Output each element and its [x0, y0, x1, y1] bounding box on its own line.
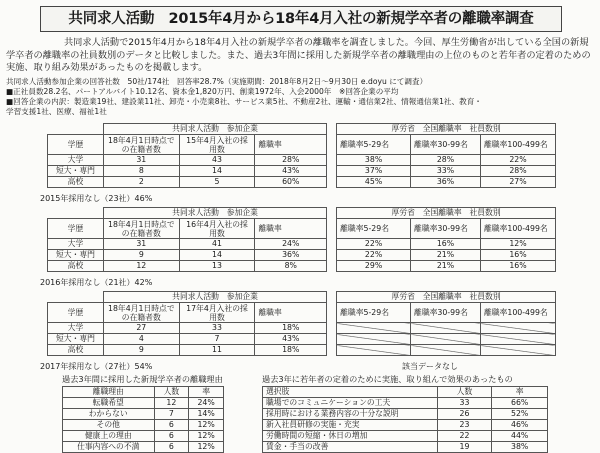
empty-cell: [411, 345, 481, 356]
table-row: 健康上の理由 6 12%: [63, 431, 224, 442]
empty-cell: [411, 323, 481, 334]
table-row: 大学 31 43 28% 38% 28% 22%: [48, 155, 556, 166]
table-2015: [47, 123, 556, 188]
mhlw-header: 厚労省 全国離職率 社員数別: [337, 124, 556, 135]
no-data-note: 該当データなし: [402, 362, 458, 371]
page-title: 共同求人活動 2015年4月から18年4月入社の新規学卒者の離職率調査: [40, 6, 562, 32]
table-row: 大学 31 41 24% 22% 16% 12%: [48, 239, 556, 250]
col-s3: 離職率100-499名: [480, 135, 555, 155]
table-row: 高校 12 13 8% 29% 21% 16%: [48, 261, 556, 272]
table-2016: [47, 207, 556, 272]
table-row: わからない 7 14%: [63, 409, 224, 420]
col-hired: 17年4月入社の採用数: [179, 303, 255, 323]
table-row: 短大・専門 8 14 43% 37% 33% 28%: [48, 166, 556, 177]
empty-cell: [411, 334, 481, 345]
col-s3: 離職率100-499名: [480, 219, 555, 239]
empty-cell: [480, 323, 555, 334]
table-row: 賃金・手当の改善 19 38%: [263, 442, 548, 453]
col-hired: 16年4月入社の採用数: [179, 219, 255, 239]
table-row: 短大・専門 4 7 43%: [48, 334, 556, 345]
col-rate: 離職率: [255, 135, 327, 155]
table-row: 労働時間の短縮・休日の増加 22 44%: [263, 431, 548, 442]
col-school: 学歴: [48, 135, 104, 155]
table-row: 短大・専門 9 14 36% 22% 21% 16%: [48, 250, 556, 261]
measures-table: 選択肢 人数 率 職場でのコミュニケーションの工夫 33 66% 採用時における業務内容の十分な説明 26 52% 新入社員研修の実施・充実 23 46% 労働時間の短縮・休日の増加 22 44% 賃金・手当の改善 19 38%: [262, 386, 548, 453]
table-row: 高校 2 5 60% 45% 36% 27%: [48, 177, 556, 188]
empty-cell: [480, 334, 555, 345]
reasons-title: 過去3年間に採用した新規学卒者の離職理由: [62, 374, 223, 384]
col-s1: 離職率5-29名: [337, 219, 411, 239]
col-school: 学歴: [48, 219, 104, 239]
empty-cell: [337, 345, 411, 356]
empty-cell: [337, 334, 411, 345]
company-profile: ■正社員数28.2名、パートアルバイト10.12名、資本金1,820万円、創業1972年、入会2000年 ※回答企業の平均: [6, 87, 399, 96]
intro-paragraph: 共同求人活動で2015年4月から18年4月入社の新規学卒者の離職率を調査しました。今回、厚生労働省が出している全国の新規学卒者の離職率の社員数別のデータと比較しました。また、過去3年間に採用した新規学卒者の離職理由の上位のものと若年者の定着のための実施、取り組み効果があったものを掲載します。: [6, 37, 591, 73]
table-row: 大学 27 33 18%: [48, 323, 556, 334]
table-2017: [47, 291, 556, 356]
col-s2: 離職率30-99名: [411, 303, 481, 323]
table-2015-footer: 2015年採用なし（23社）46%: [40, 194, 153, 203]
industry-breakdown-cont: 学習支援1社、医療、福祉1社: [6, 107, 107, 116]
industry-breakdown: ■回答企業の内訳：製造業19社、建設業11社、卸売・小売業8社、サービス業5社、不動産2社、運輸・通信業2社、情報通信業1社、教育・: [6, 97, 482, 106]
table-2016-footer: 2016年採用なし（21社）42%: [40, 278, 153, 287]
col-current: 18年4月1日時点での在籍者数: [103, 219, 179, 239]
col-school: 学歴: [48, 303, 104, 323]
col-s1: 離職率5-29名: [337, 303, 411, 323]
table-row: 新入社員研修の実施・充実 23 46%: [263, 420, 548, 431]
empty-cell: [480, 345, 555, 356]
group-header: 共同求人活動 参加企業: [103, 208, 326, 219]
mhlw-header: 厚労省 全国離職率 社員数別: [337, 208, 556, 219]
table-row: その他 6 12%: [63, 420, 224, 431]
table-2017-footer: 2017年採用なし（27社）54%: [40, 362, 153, 371]
col-hired: 15年4月入社の採用数: [179, 135, 255, 155]
table-row: 転職希望 12 24%: [63, 398, 224, 409]
table-row: 高校 9 11 18%: [48, 345, 556, 356]
col-s1: 離職率5-29名: [337, 135, 411, 155]
table-row: 職場でのコミュニケーションの工夫 33 66%: [263, 398, 548, 409]
col-current: 18年4月1日時点での在籍者数: [103, 303, 179, 323]
col-s3: 離職率100-499名: [480, 303, 555, 323]
col-s2: 離職率30-99名: [411, 135, 481, 155]
measures-title: 過去3年に若年者の定着のために実施、取り組んで効果のあったもの: [262, 374, 513, 384]
table-row: 採用時における業務内容の十分な説明 26 52%: [263, 409, 548, 420]
reasons-table: 離職理由 人数 率 転職希望 12 24% わからない 7 14% その他 6 12% 健康上の理由 6 12% 仕事内容への不満 6 12%: [62, 386, 224, 453]
col-rate: 離職率: [255, 219, 327, 239]
mhlw-header: 厚労省 全国離職率 社員数別: [337, 292, 556, 303]
survey-response-info: 共同求人活動参加企業の回答社数 50社/174社 回答率28.7%（実施期間：2018年8月2日～9月30日 e.doyu にて調査）: [6, 77, 428, 86]
empty-cell: [337, 323, 411, 334]
group-header: 共同求人活動 参加企業: [103, 292, 326, 303]
col-current: 18年4月1日時点での在籍者数: [103, 135, 179, 155]
col-s2: 離職率30-99名: [411, 219, 481, 239]
group-header: 共同求人活動 参加企業: [103, 124, 326, 135]
col-rate: 離職率: [255, 303, 327, 323]
table-row: 仕事内容への不満 6 12%: [63, 442, 224, 453]
